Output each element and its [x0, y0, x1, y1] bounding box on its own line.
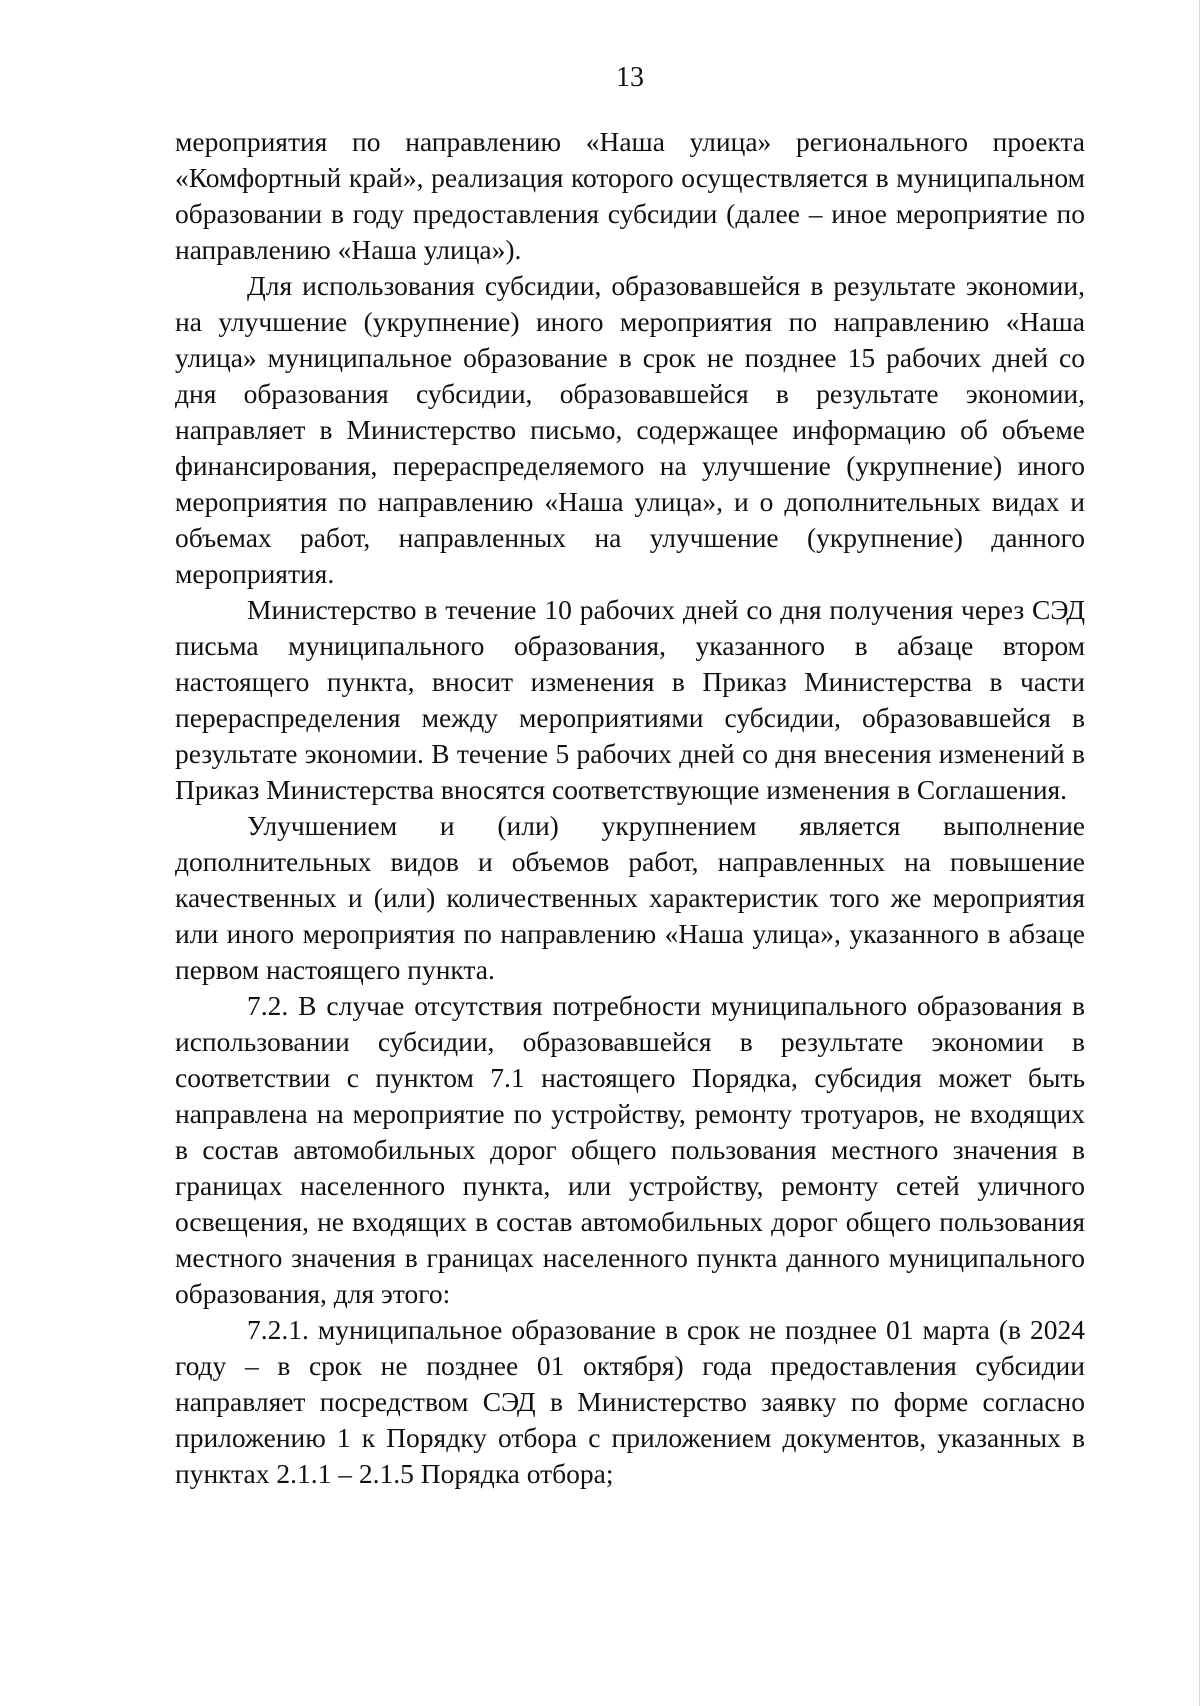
document-body	[175, 124, 1085, 1492]
paragraph-7-2-1: 7.2.1. муниципальное образование в срок не позднее 01 марта (в 2024 году – в срок не позднее 01 октября) года предоставления субсидии направляет посредством СЭД в Министерство заявку по форме согласно приложению 1 к Порядку отбора с приложением документов, указанных в пунктах 2.1.1 – 2.1.5 Порядка отбора;	[175, 1314, 1085, 1489]
paragraph: Для использования субсидии, образовавшейся в результате экономии, на улучшение (укрупнение) иного мероприятия по направлению «Наша улица» муниципальное образование в срок не позднее 15 рабочих дней со дня образования субсидии, образовавшейся в результате экономии, направляет в Министерство письмо, содержащее информацию об объеме финансирования, перераспределяемого на улучшение (укрупнение) иного мероприятия по направлению «Наша улица», и о дополнительных видах и объемах работ, направленных на улучшение (укрупнение) данного мероприятия.	[175, 270, 1085, 589]
paragraph: Улучшением и (или) укрупнением является выполнение дополнительных видов и объемов работ, направленных на повышение качественных и (или) количественных характеристик того же мероприятия или иного мероприятия по направлению «Наша улица», указанного в абзаце первом настоящего пункта.	[175, 810, 1085, 985]
page-number: 13	[616, 62, 644, 93]
paragraph-7-2: 7.2. В случае отсутствия потребности муниципального образования в использовании субсидии, образовавшейся в результате экономии в соответствии с пунктом 7.1 настоящего Порядка, субсидия может быть направлена на мероприятие по устройству, ремонту тротуаров, не входящих в состав автомобильных дорог общего пользования местного значения в границах населенного пункта, или устройству, ремонту сетей уличного освещения, не входящих в состав автомобильных дорог общего пользования местного значения в границах населенного пункта данного муниципального образования, для этого:	[175, 990, 1085, 1309]
paragraph: Министерство в течение 10 рабочих дней со дня получения через СЭД письма муниципального образования, указанного в абзаце втором настоящего пункта, вносит изменения в Приказ Министерства в части перераспределения между мероприятиями субсидии, образовавшейся в результате экономии. В течение 5 рабочих дней со дня внесения изменений в Приказ Министерства вносятся соответствующие изменения в Соглашения.	[175, 594, 1085, 805]
paragraph-continuation: мероприятия по направлению «Наша улица» регионального проекта «Комфортный край», реализация которого осуществляется в муниципальном образовании в году предоставления субсидии (далее – иное мероприятие по направлению «Наша улица»).	[175, 126, 1085, 265]
